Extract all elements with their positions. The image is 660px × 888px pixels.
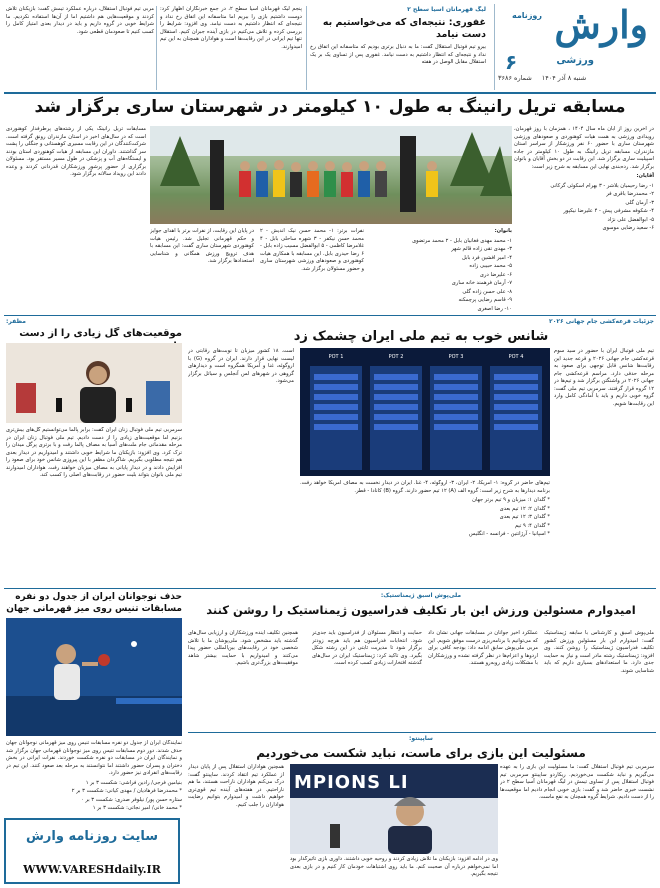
sapinto-col-1: سرمربی تیم فوتبال استقلال گفت: ما مسئولیت این بازی را به عهده می‌گیریم و نباید شکست می‌خوردیم. ریکاردو ساپینتو سرمربی تیم فوتبال استقلال پس از تساوی تیمش در لیگ قهرمانان آسیا سطح ۲ در نشست خبری حاضر شد و گفت: بازی خوبی انجام دادیم اما موقعیت‌ها را از دست دادیم. شرایط گروه همچنان به نفع ماست. [500,764,654,801]
list-item: ۱۰- رضا اصغری [477,305,512,312]
gymnastics-col-4: همچنین تکلیف آینده ورزشکاران و ارزیابی سال‌های گذشته باید مشخص شود. ملی‌پوشان ما با تلاش شخصی خود در رقابت‌های بین‌المللی حضور پیدا می‌کنند و امیدواریم با حمایت بیشتر شاهد موفقیت‌های بزرگ‌تری باشیم. [188,630,298,667]
section-label: ورزشی [556,55,594,66]
list-item: ستاره حسن پور/ نیلوفر صدری: شکست ۳ بر ۰ [80,796,182,803]
list-item: ۳- مهدی تقی زاده قائم شهر [451,246,512,253]
website-ad[interactable] [4,818,180,884]
masthead [494,4,654,90]
worldcup-col-2: تیم‌های حاضر در گروه: ۱- آمریکا، ۲- ایران، ۳- اروگوئه، ۴- غنا. ایران در دیدار نخست به مصاف آمریکا خواهد رفت. برنامه دیدارها به شرح زیر است: گروه الف (A) ۱۲ تیم حضور دارند. گروه (B) کانادا - قطر. * گلدان ۱: میزبان و ۹ تیم برتر جهان * گلدان ۲: ۱۲ تیم بعدی * گلدان ۳: ۱۲ تیم بعدی * گلدان ۴: ۹ تیم * اسپانیا - آرژانتین - فرانسه - انگلیس [300,480,550,538]
sapinto-col-3: همچنین هواداران استقلال پس از پایان دیدار از عملکرد تیم انتقاد کردند. ساپینتو گفت: درک می‌کنم هواداران ناراحت هستند، ما هم ناراحتیم. در هفته‌های آینده تیم قوی‌تری خواهیم داشت و امیدوارم بتوانیم رضایت هواداران را جلب کنیم. [188,764,284,808]
worldcup-col-1: تیم ملی فوتبال ایران با حضور در سید سوم قرعه‌کشی جام جهانی ۲۰۲۶ و قرعه جدید این رقابت‌ها شانس قابل توجهی برای صعود به مرحله حذفی دارد. مراسم قرعه‌کشی جام جهانی ۲۰۲۶ در واشنگتن برگزار شد و تیم‌ها در ۱۲ گروه قرار گرفتند. سرمربی تیم ملی گفت: گروه خوبی داریم و باید با آمادگی کامل وارد این رقابت‌ها شویم. [554,348,654,407]
list-item: ۹- قاسم رضایی پرچمکنه [458,297,512,304]
list-item: ۱- محمد مهدی فغانیان بابل - ۲ محمد مرتضوی [412,237,512,244]
sapinto-banner-text: MPIONS LI [294,772,409,793]
dateline [498,74,648,83]
gymnastics-col-3: حمایت و انتظار مسئولان از فدراسیون باید جدی‌تر شود. انتخابات فدراسیون هم باید هرچه زودتر برگزار شود تا مدیریت ثابتی در این رشته شکل بگیرد. وی تاکید کرد: ژیمناستیک ایران در سال‌های گذشته افتخارات زیادی کسب کرده است. [312,630,422,667]
list-item: * گلدان ۲: ۱۲ تیم بعدی [499,505,550,512]
list-item: ۱- رضا رحیمیان بلاشر - ۳ بهرام اسکوئی گرکانی [550,182,654,189]
page-number: ۶ [505,50,518,74]
table-tennis-photo [6,618,182,736]
list-item: * گلدان ۳: ۱۲ تیم بعدی [499,514,550,521]
sapinto-kicker: ساپینتو: [409,735,433,742]
table-tennis-header [6,592,182,615]
list-item: ۶- علیرضا دری [479,271,512,278]
list-item: ۶- سعید رضایی موسوی [602,225,654,232]
pot-label: POT 4 [508,354,524,360]
women-story-body: سرمربی تیم ملی فوتبال زنان ایران گفت: برابر پالما می‌توانستیم گل‌های بیش‌تری بزنیم اما موقعیت‌های زیادی را از دست دادیم. تیم ملی فوتبال زنان ایران در مرحله مقدماتی جام ملت‌های آسیا به مصاف پالما رفت و با برتری پرگل میدان را ترک کرد. وی افزود: بازیکنان ما شرایط خوبی داشتند و امیدواریم در دیدار بعدی هم نتیجه مطلوبی بگیریم. شاگردان مظفر با این پیروزی شانس خود برای صعود را افزایش دادند و در دیدار پایانی به مصاف میزبان خواهند رفت. هواداران امیدوارند تیم ملی بانوان بتواند بلیت حضور در رقابت‌های اصلی را کسب کند. [6,427,182,479]
worldcup-col-3: است. ۱۸ کشور میزبان تا نوبت‌های رقابتی در لیست نهایی قرار دارند. ایران در گروه (G) با اروگوئه، غنا و آمریکا همگروه است و دیدارهای گروهی در شهرهای لس آنجلس و سیاتل برگزار می‌شود. [188,348,294,385]
list-item: ۷- آرمان فرهمند خانه ساری [451,280,512,287]
sapinto-header [188,735,654,761]
worldcup-headline: شانس خوب به تیم ملی ایران چشمک زد [293,328,549,344]
gymnastics-kicker: ملی‌پوش اسبق ژیمناستیک: [380,592,462,599]
top-story-col-1: بیرو تیم فوتبال استقلال گفت: ما به دنبال برتری بودیم که متاسفانه این اتفاق رخ نداد و نتیجه‌ای که انتظار داشتیم به دست نیامد. غفوری پس از تساوی یک بر یک استقلال مقابل الوصل در هفته [310,44,486,66]
masthead-divider [4,92,656,94]
lead-headline-wrap [6,95,654,121]
lead-body-right: در آخرین روز از آبان ماه سال ۱۴۰۴ ، همزمان با روز قهرمان، رویدادی ورزشی به همت هیات کوهنوردی و صعودهای ورزشی شهرستان ساری با حضور ۶۰ نفر ورزشکار از سراسر استان مازندران، مسابقه تریل رانینگ به طول ۱۰ کیلومتر در جاده اسپیلیت ساری برگزار شد. این رقابت در دو بخش آقایان و بانوان برگزار شد. رده‌بندی نهایی این مسابقه به شرح زیر است: آقایان: ۱- رضا رحیمیان بلاشر - ۳ بهرام اسکوئی گرکانی ۲- محمدرضا باقری فر ۳- آرمان گلی ۴- شکوفه مشرفی پیش - ۴ علیرضا نیکپور ۵- ابوالفضل علی نژاد ۶- سعید رضایی موسوی [514,126,654,232]
list-item: ۳- آرمان گلی [625,199,654,206]
sapinto-photo [290,764,498,854]
table-tennis-results [6,780,182,813]
issue-date: شنبه ۸ آذر ۱۴۰۴ [541,74,587,82]
issue-number: شماره ۳۶۸۶ [498,74,532,82]
gymnastics-col-2: عملکرد اخیر جوانان در مسابقات جهانی نشان داد که می‌توانیم با برنامه‌ریزی درست موفق شویم. این مربی ملی‌پوش سابق ادامه داد: بودجه کافی برای اردوها و اعزام‌ها در نظر گرفته نشده و ورزشکاران با مشکلات زیادی روبه‌رو هستند. [428,630,538,667]
trail-running-photo [150,126,512,224]
women-results-list [370,238,512,312]
top-story-col-3: مربی تیم فوتبال استقلال، درباره عملکرد تیمش گفت: بازیکنان تلاش کردند و موقعیت‌هایی هم داشتیم اما از آن‌ها استفاده نکردیم. ما شرایط خوبی در گروه داریم و باید در دیدار بعدی امتیاز کامل را کسب کنیم تا صعودمان قطعی شود. [6,6,154,35]
list-item: ۲- محمدرضا باقری فر [606,191,654,198]
coach-press-photo [6,343,182,423]
lead-mid-col: نفرات برتر: ۱- محمد حسن نیک اندیش - ۲ محمد حسن نیکفر - ۳ شهره ساحلی بابل - ۴ غلامرضا کاظمی - ۵ ابوالفضل مسیب زاده بابل - ۶ رضا حیدری بابل. این مسابقه با همکاری هیات کوهنوردی و صعودهای ورزشی شهرستان ساری و حضور مسئولان برگزار شد. [260,228,364,272]
pot-label: POT 3 [448,354,464,360]
worldcup-header [188,318,654,345]
list-item: * گلدان ۱: میزبان و ۹ تیم برتر جهان [472,497,550,504]
worldcup-draw-photo [300,348,550,476]
gymnastics-headline: امیدوارم مسئولین ورزش این بار تکلیف فدراسیون ژیمناستیک را روشن کنند [206,602,636,617]
women-story-kicker: مظفر: [6,318,27,325]
gymnastics-col-1: ملی‌پوش اسبق و کارشناس با سابقه ژیمناستیک گفت: امیدوارم این بار مسئولین ورزش کشور تکلیف فدراسیون ژیمناستیک را روشن کنند. وی افزود: ژیمناستیک رشته مادر است و نیاز به حمایت جدی دارد. ما استعدادهای بسیاری داریم که باید شناسایی شوند. [544,630,654,674]
list-item: ۵- محمد حبیبی زاده [469,263,512,270]
list-item: ۸- علی حسن زاده گلی [462,288,512,295]
list-item: ۵- ابوالفضل علی نژاد [607,216,654,223]
worldcup-kicker: جزئیات قرعه‌کشی جام جهانی ۲۰۲۶ [549,318,654,325]
top-story-header [310,6,486,41]
women-story-headline: موقعیت‌های گل زیادی را از دست [19,327,182,339]
gymnastics-header [188,592,654,617]
pot-label: POT 1 [328,354,344,360]
pot-label: POT 2 [388,354,404,360]
top-story-col-2: پنجم لیگ قهرمانان آسیا سطح ۲، در جمع خبرنگاران اظهار کرد: دوست داشتیم بازی را ببریم اما متاسفانه این اتفاق رخ نداد و نتیجه‌ای که انتظار داشتیم به دست نیامد. وی افزود: شرایط را بررسی کرده و تلاش می‌کنیم در بازی آینده جبران کنیم. استقلال تنها تیم ایرانی در این رقابت‌ها است و هواداران همچنان به این تیم امیدوارند. [160,6,302,50]
men-results-list [514,183,654,233]
list-item: ۴- امیر افشین فرد بابل [461,254,512,261]
list-item: * محمدرضا فرهادیان / مهدی کیانی: شکست ۳ بر ۲ [71,788,182,795]
lead-body-left: مسابقات تریل رانینگ یکی از رشته‌های پرطرفدار کوهنوردی است که در سال‌های اخیر در استان مازندران رونق گرفته است. شرکت‌کنندگان در این رقابت مسیری کوهستانی و جنگلی را پشت سر گذاشتند. داوران این مسابقه از هیات کوهنوردی استان بودند و ایستگاه‌های آب و پزشکی در طول مسیر مستقر بود. مسئولان برگزاری از حضور پرشور ورزشکاران قدردانی کردند و وعده دادند این رویداد سالانه برگزار شود. [6,126,146,178]
sapinto-col-2: وی در ادامه افزود: بازیکنان ما تلاش زیادی کردند و روحیه خوبی داشتند. داوری بازی تاثیرگذار بود اما نمی‌خواهم درباره آن صحبت کنم. ما باید روی اشتباهات خودمان کار کنیم و در بازی بعدی نتیجه بگیریم. [290,856,498,878]
pot-bullets [300,497,550,539]
ad-url[interactable]: WWW.VARESHdaily.IR [23,863,161,876]
sapinto-headline: مسئولیت این بازی برای ماست، نباید شکست می‌خوردیم [256,745,586,760]
lead-mid-col-2: در پایان این رقابت، از نفرات برتر با اهدای جوایز و حکم قهرمانی تجلیل شد. رئیس هیات کوهنوردی شهرستان ساری گفت: این مسابقه با هدف ترویج ورزش همگانی و شناسایی استعدادها برگزار شد. [150,228,254,265]
list-item: * گلدان ۴: ۹ تیم [514,522,550,529]
ad-title: سایت روزنامه وارش [25,829,159,844]
top-story-kicker: لیگ قهرمانان آسیا سطح ۲ [407,6,486,13]
table-tennis-body: نمایندگان ایران از جدول دو نفره مسابقات تنیس روی میز قهرمانی نوجوانان جهان حذف شدند. دور دوم مسابقات تنیس روی میز نوجوانان قهرمانی جهان برگزار شد و نمایندگان ایران در مسابقات دو نفره شکست خوردند. نفرات ایرانی در بخش دختران و پسران حضور داشتند اما نتوانستند به مرحله بعد صعود کنند. این تیم در رقابت‌های انفرادی نیز حضور دارد. بنیامین فرجی/ رادین فراشی: شکست ۳ بر ۱ * محمدرضا فرهادیان / مهدی کیانی: شکست ۳ بر ۲ ستاره حسن پور/ نیلوفر صدری: شکست ۳ بر ۰ * محمد خانی/ امیر نجاتی: شکست ۳ بر ۱ [6,740,182,812]
table-tennis-headline: حذف نوجوانان ایران از جدول دو نفره مسابقات تنیس روی میز قهرمانی جهان [6,592,182,614]
list-item: * محمد خانی/ امیر نجاتی: شکست ۳ بر ۱ [92,805,182,812]
top-story-title: غفوری: نتیجه‌ای که می‌خواستیم به دست نیامد [322,16,486,41]
lead-headline: مسابقه تریل رانینگ به طول ۱۰ کیلومتر در شهرستان ساری برگزار شد [34,97,626,117]
logo-subtitle: روزنامه [512,11,542,20]
list-item: * اسپانیا - آرژانتین - فرانسه - انگلیس [469,531,550,538]
list-item: بنیامین فرجی/ رادین فراشی: شکست ۳ بر ۱ [85,779,182,786]
lead-women-results: بانوان: ۱- محمد مهدی فغانیان بابل - ۲ محمد مرتضوی ۳- مهدی تقی زاده قائم شهر ۴- امیر افشین فرد بابل ۵- محمد حبیبی زاده ۶- علیرضا دری ۷- آرمان فرهمند خانه ساری ۸- علی حسن زاده گلی ۹- قاسم رضایی پرچمکنه ۱۰- رضا اصغری [370,228,512,312]
list-item: ۴- شکوفه مشرفی پیش - ۴ علیرضا نیکپور [563,208,654,215]
newspaper-logo: وارش [554,4,648,47]
